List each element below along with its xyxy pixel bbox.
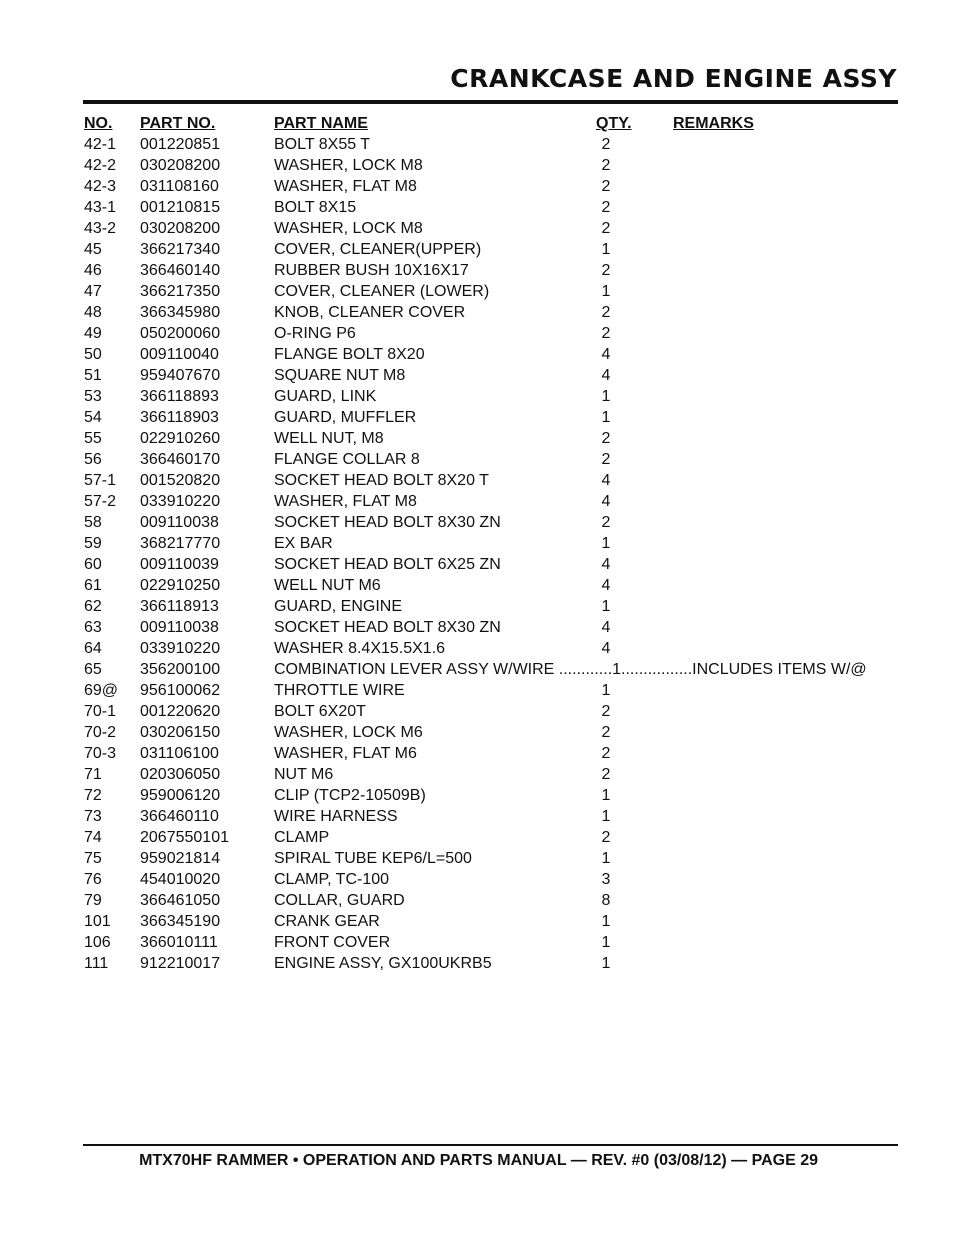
cell-no: 60: [84, 556, 102, 573]
cell-qty: 4: [601, 472, 611, 489]
cell-no: 48: [84, 304, 102, 321]
cell-part-name: SOCKET HEAD BOLT 8X30 ZN: [274, 514, 501, 531]
cell-part-no: 368217770: [140, 535, 221, 552]
cell-part-no: 366118913: [140, 598, 219, 615]
cell-part-name: FLANGE COLLAR 8: [274, 451, 420, 468]
cell-no: 53: [84, 388, 102, 405]
cell-part-name: WASHER 8.4X15.5X1.6: [274, 640, 446, 657]
cell-part-name: BOLT 6X20T: [274, 703, 366, 720]
cell-no: 49: [84, 325, 102, 342]
cell-part-no: 050200060: [140, 325, 221, 342]
cell-part-name: THROTTLE WIRE: [274, 682, 405, 699]
cell-no: 55: [84, 430, 102, 447]
cell-qty: 1: [601, 787, 611, 804]
cell-part-name: FRONT COVER: [274, 934, 391, 951]
table-row: [84, 743, 898, 764]
cell-qty: 1: [601, 955, 611, 972]
cell-part-no: 366217350: [140, 283, 221, 300]
cell-part-name: BOLT 8X15: [274, 199, 357, 216]
cell-part-no: 033910220: [140, 640, 221, 657]
table-row: [84, 869, 898, 890]
table-row: [84, 323, 898, 344]
cell-qty: 2: [601, 157, 611, 174]
table-row: [84, 512, 898, 533]
page-title: CRANKCASE AND ENGINE ASSY: [450, 64, 897, 93]
cell-part-no: 030206150: [140, 724, 221, 741]
cell-qty: 4: [601, 577, 611, 594]
cell-part-no: 366460110: [140, 808, 219, 825]
cell-no: 71: [84, 766, 102, 783]
cell-part-no: 009110038: [140, 619, 219, 636]
table-row: [84, 176, 898, 197]
cell-no: 62: [84, 598, 102, 615]
cell-part-name: CLAMP, TC-100: [274, 871, 390, 888]
cell-qty: 4: [601, 619, 611, 636]
table-row: [84, 533, 898, 554]
cell-part-name: SOCKET HEAD BOLT 8X20 T: [274, 472, 489, 489]
cell-part-name: COVER, CLEANER(UPPER): [274, 241, 482, 258]
page-footer: MTX70HF RAMMER • OPERATION AND PARTS MANUAL — REV. #0 (03/08/12) — PAGE 29: [139, 1152, 818, 1169]
table-row: [84, 260, 898, 281]
cell-qty: 1: [601, 913, 611, 930]
cell-qty: 2: [601, 136, 611, 153]
cell-qty: 2: [601, 451, 611, 468]
table-row: [84, 491, 898, 512]
cell-no: 51: [84, 367, 102, 384]
cell-part-name: WASHER, LOCK M6: [274, 724, 423, 741]
cell-part-no: 022910260: [140, 430, 221, 447]
cell-no: 54: [84, 409, 102, 426]
cell-part-no: 366345980: [140, 304, 221, 321]
cell-qty: 2: [601, 262, 611, 279]
table-row: [84, 932, 898, 953]
table-row: [84, 281, 898, 302]
cell-part-name: GUARD, LINK: [274, 388, 377, 405]
cell-part-no: 001220851: [140, 136, 221, 153]
cell-part-name-leader: COMBINATION LEVER ASSY W/WIRE ............1................INCLUDES ITEMS W/@: [274, 661, 867, 678]
cell-part-name: COLLAR, GUARD: [274, 892, 405, 909]
cell-part-no: 959006120: [140, 787, 221, 804]
cell-part-no: 001220620: [140, 703, 221, 720]
cell-part-name: WASHER, FLAT M8: [274, 493, 417, 510]
cell-part-no: 366461050: [140, 892, 221, 909]
table-row: [84, 239, 898, 260]
cell-qty: 2: [601, 829, 611, 846]
cell-part-no: 366010111: [140, 934, 218, 951]
column-header-no: NO.: [84, 115, 113, 132]
cell-part-name: SPIRAL TUBE KEP6/L=500: [274, 850, 472, 867]
cell-part-no: 454010020: [140, 871, 221, 888]
cell-part-name: NUT M6: [274, 766, 334, 783]
cell-qty: 2: [601, 745, 611, 762]
table-row: [84, 155, 898, 176]
table-row: [84, 659, 898, 680]
cell-no: 57-1: [84, 472, 117, 489]
cell-qty: 1: [601, 409, 611, 426]
cell-no: 79: [84, 892, 102, 909]
cell-no: 106: [84, 934, 111, 951]
cell-no: 63: [84, 619, 102, 636]
cell-part-name: EX BAR: [274, 535, 333, 552]
cell-part-no: 2067550101: [140, 829, 229, 846]
table-row: [84, 344, 898, 365]
cell-part-name: RUBBER BUSH 10X16X17: [274, 262, 469, 279]
cell-part-no: 956100062: [140, 682, 221, 699]
table-row: [84, 785, 898, 806]
table-row: [84, 302, 898, 323]
table-row: [84, 470, 898, 491]
cell-qty: 4: [601, 367, 611, 384]
cell-part-no: 030208200: [140, 220, 221, 237]
cell-no: 65: [84, 661, 102, 678]
table-row: [84, 134, 898, 155]
cell-no: 70-1: [84, 703, 117, 720]
cell-part-name: BOLT 8X55 T: [274, 136, 371, 153]
cell-part-no: 031106100: [140, 745, 219, 762]
cell-qty: 2: [601, 325, 611, 342]
cell-no: 46: [84, 262, 102, 279]
table-row: [84, 617, 898, 638]
cell-part-name: GUARD, MUFFLER: [274, 409, 417, 426]
cell-qty: 4: [601, 640, 611, 657]
cell-no: 69@: [84, 682, 119, 699]
cell-qty: 4: [601, 346, 611, 363]
table-row: [84, 428, 898, 449]
cell-part-name: WASHER, FLAT M6: [274, 745, 417, 762]
table-row: [84, 701, 898, 722]
cell-no: 111: [84, 955, 109, 972]
cell-no: 74: [84, 829, 102, 846]
table-row: [84, 575, 898, 596]
cell-part-no: 959407670: [140, 367, 221, 384]
cell-qty: 2: [601, 304, 611, 321]
cell-part-name: CLIP (TCP2-10509B): [274, 787, 426, 804]
cell-qty: 3: [601, 871, 611, 888]
cell-part-no: 959021814: [140, 850, 221, 867]
table-row: [84, 953, 898, 974]
cell-no: 57-2: [84, 493, 117, 510]
cell-part-no: 033910220: [140, 493, 221, 510]
table-row: [84, 449, 898, 470]
table-row: [84, 596, 898, 617]
cell-part-no: 009110040: [140, 346, 219, 363]
cell-part-name: ENGINE ASSY, GX100UKRB5: [274, 955, 492, 972]
cell-no: 70-3: [84, 745, 117, 762]
table-row: [84, 365, 898, 386]
cell-part-name: COVER, CLEANER (LOWER): [274, 283, 490, 300]
cell-part-name: WASHER, FLAT M8: [274, 178, 417, 195]
cell-qty: 1: [601, 850, 611, 867]
cell-qty: 2: [601, 220, 611, 237]
cell-part-name: CRANK GEAR: [274, 913, 380, 930]
cell-no: 72: [84, 787, 102, 804]
cell-part-name: SOCKET HEAD BOLT 8X30 ZN: [274, 619, 501, 636]
column-header-remarks: REMARKS: [673, 115, 754, 132]
table-row: [84, 722, 898, 743]
column-header-qty: QTY.: [596, 115, 632, 132]
cell-part-name: FLANGE BOLT 8X20: [274, 346, 425, 363]
cell-part-no: 009110038: [140, 514, 219, 531]
cell-part-name: KNOB, CLEANER COVER: [274, 304, 466, 321]
table-row: [84, 638, 898, 659]
cell-qty: 1: [601, 682, 611, 699]
cell-part-name: WELL NUT M6: [274, 577, 381, 594]
cell-part-no: 009110039: [140, 556, 219, 573]
cell-part-no: 020306050: [140, 766, 221, 783]
cell-part-name: CLAMP: [274, 829, 330, 846]
cell-qty: 2: [601, 766, 611, 783]
table-row: [84, 386, 898, 407]
cell-no: 64: [84, 640, 102, 657]
cell-part-no: 001520820: [140, 472, 221, 489]
cell-qty: 1: [601, 241, 611, 258]
cell-no: 70-2: [84, 724, 117, 741]
cell-part-no: 366118903: [140, 409, 219, 426]
cell-no: 75: [84, 850, 102, 867]
table-row: [84, 680, 898, 701]
cell-part-no: 030208200: [140, 157, 221, 174]
cell-no: 76: [84, 871, 102, 888]
cell-qty: 4: [601, 556, 611, 573]
cell-no: 47: [84, 283, 102, 300]
table-row: [84, 764, 898, 785]
table-row: [84, 848, 898, 869]
cell-qty: 1: [601, 598, 611, 615]
table-row: [84, 890, 898, 911]
table-header-row: [84, 113, 898, 134]
cell-no: 42-1: [84, 136, 117, 153]
cell-no: 101: [84, 913, 111, 930]
table-row: [84, 218, 898, 239]
cell-qty: 2: [601, 430, 611, 447]
table-row: [84, 806, 898, 827]
cell-no: 56: [84, 451, 102, 468]
cell-qty: 1: [601, 388, 611, 405]
cell-no: 61: [84, 577, 102, 594]
cell-part-name: GUARD, ENGINE: [274, 598, 403, 615]
cell-qty: 1: [601, 808, 611, 825]
table-row: [84, 911, 898, 932]
cell-part-name: SOCKET HEAD BOLT 6X25 ZN: [274, 556, 501, 573]
title-divider: [83, 100, 898, 104]
cell-no: 58: [84, 514, 102, 531]
cell-part-no: 031108160: [140, 178, 219, 195]
column-header-part-name: PART NAME: [274, 115, 368, 132]
cell-part-no: 366345190: [140, 913, 221, 930]
cell-no: 42-3: [84, 178, 117, 195]
cell-no: 42-2: [84, 157, 117, 174]
cell-part-no: 022910250: [140, 577, 221, 594]
cell-qty: 1: [601, 934, 611, 951]
cell-qty: 4: [601, 493, 611, 510]
cell-qty: 2: [601, 724, 611, 741]
cell-no: 43-2: [84, 220, 117, 237]
table-row: [84, 827, 898, 848]
cell-qty: 2: [601, 199, 611, 216]
cell-qty: 1: [601, 283, 611, 300]
cell-qty: 2: [601, 514, 611, 531]
cell-qty: 8: [601, 892, 611, 909]
table-row: [84, 197, 898, 218]
cell-part-name: SQUARE NUT M8: [274, 367, 406, 384]
cell-part-name: WELL NUT, M8: [274, 430, 384, 447]
cell-no: 59: [84, 535, 102, 552]
cell-qty: 2: [601, 178, 611, 195]
cell-no: 45: [84, 241, 102, 258]
cell-part-no: 366460170: [140, 451, 221, 468]
cell-part-no: 366217340: [140, 241, 221, 258]
cell-part-no: 356200100: [140, 661, 221, 678]
cell-no: 50: [84, 346, 102, 363]
cell-part-name: WASHER, LOCK M8: [274, 157, 423, 174]
parts-table: [84, 113, 898, 974]
cell-qty: 1: [601, 535, 611, 552]
table-row: [84, 407, 898, 428]
footer-divider: [83, 1144, 898, 1146]
cell-no: 43-1: [84, 199, 117, 216]
cell-part-no: 366118893: [140, 388, 219, 405]
cell-qty: 2: [601, 703, 611, 720]
cell-no: 73: [84, 808, 102, 825]
cell-part-name: WIRE HARNESS: [274, 808, 398, 825]
column-header-part-no: PART NO.: [140, 115, 216, 132]
cell-part-no: 366460140: [140, 262, 221, 279]
cell-part-name: WASHER, LOCK M8: [274, 220, 423, 237]
table-row: [84, 554, 898, 575]
cell-part-name: O-RING P6: [274, 325, 356, 342]
cell-part-no: 912210017: [140, 955, 221, 972]
cell-part-no: 001210815: [140, 199, 221, 216]
